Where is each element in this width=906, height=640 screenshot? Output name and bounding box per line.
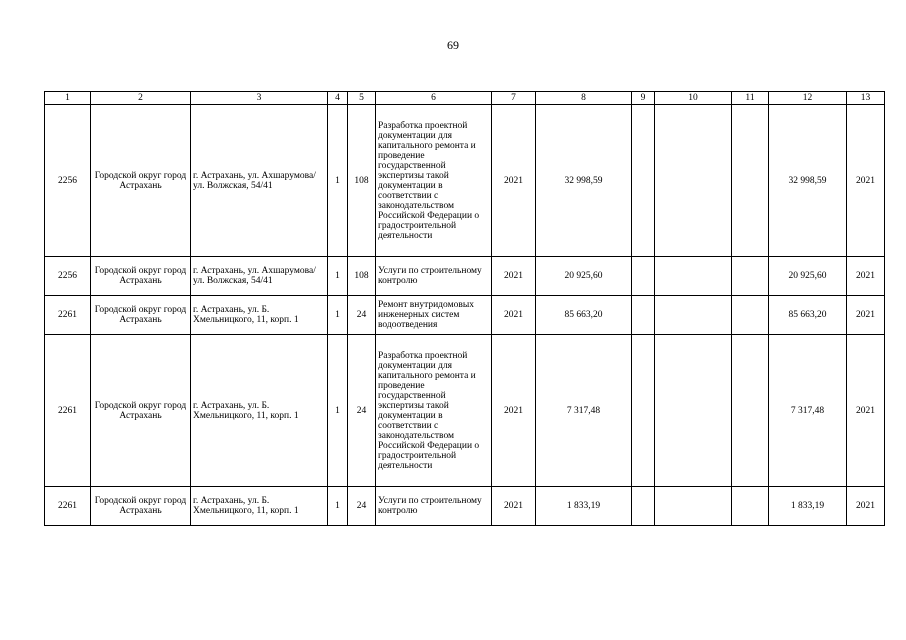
cell-municipality: Городской округ город Астрахань	[91, 257, 191, 296]
cell-col4: 1	[328, 296, 348, 335]
cell-col9	[632, 105, 655, 257]
header-cell: 9	[632, 92, 655, 105]
cell-address: г. Астрахань, ул. Ахшарумова/ ул. Волжская, 54/41	[191, 105, 328, 257]
cell-col4: 1	[328, 335, 348, 487]
cell-municipality: Городской округ город Астрахань	[91, 296, 191, 335]
cell-col4: 1	[328, 257, 348, 296]
header-row	[45, 92, 885, 105]
cell-address: г. Астрахань, ул. Ахшарумова/ ул. Волжская, 54/41	[191, 257, 328, 296]
header-cell: 7	[492, 92, 536, 105]
cell-col5: 108	[348, 257, 376, 296]
header-cell: 12	[769, 92, 847, 105]
cell-year-end: 2021	[847, 335, 885, 487]
cell-col9	[632, 296, 655, 335]
cell-year: 2021	[492, 257, 536, 296]
page-number: 69	[447, 38, 459, 52]
header-cell: 6	[376, 92, 492, 105]
cell-work-type: Услуги по строительному контролю	[376, 487, 492, 526]
cell-cost: 20 925,60	[536, 257, 632, 296]
cell-cost: 7 317,48	[536, 335, 632, 487]
cell-municipality: Городской округ город Астрахань	[91, 487, 191, 526]
cell-col10	[655, 105, 732, 257]
header-cell: 5	[348, 92, 376, 105]
table-row	[45, 335, 885, 487]
cell-municipality: Городской округ город Астрахань	[91, 105, 191, 257]
table-row	[45, 296, 885, 335]
cell-col11	[732, 335, 769, 487]
cell-col4: 1	[328, 487, 348, 526]
data-table	[44, 91, 885, 526]
cell-municipality: Городской округ город Астрахань	[91, 335, 191, 487]
header-cell: 4	[328, 92, 348, 105]
cell-col9	[632, 487, 655, 526]
cell-col4: 1	[328, 105, 348, 257]
cell-total: 32 998,59	[769, 105, 847, 257]
header-cell: 3	[191, 92, 328, 105]
cell-total: 7 317,48	[769, 335, 847, 487]
cell-year: 2021	[492, 296, 536, 335]
header-cell: 13	[847, 92, 885, 105]
cell-cost: 1 833,19	[536, 487, 632, 526]
cell-address: г. Астрахань, ул. Б. Хмельницкого, 11, корп. 1	[191, 296, 328, 335]
cell-address: г. Астрахань, ул. Б. Хмельницкого, 11, корп. 1	[191, 487, 328, 526]
cell-number: 2256	[45, 105, 91, 257]
cell-year: 2021	[492, 105, 536, 257]
header-cell: 1	[45, 92, 91, 105]
cell-number: 2261	[45, 335, 91, 487]
cell-col9	[632, 257, 655, 296]
cell-number: 2261	[45, 296, 91, 335]
cell-col5: 108	[348, 105, 376, 257]
cell-total: 1 833,19	[769, 487, 847, 526]
cell-work-type: Услуги по строительному контролю	[376, 257, 492, 296]
header-cell: 2	[91, 92, 191, 105]
cell-number: 2256	[45, 257, 91, 296]
cell-col5: 24	[348, 335, 376, 487]
cell-col11	[732, 296, 769, 335]
cell-col5: 24	[348, 487, 376, 526]
cell-year: 2021	[492, 335, 536, 487]
header-cell: 8	[536, 92, 632, 105]
cell-col10	[655, 257, 732, 296]
cell-year-end: 2021	[847, 257, 885, 296]
cell-col9	[632, 335, 655, 487]
cell-address: г. Астрахань, ул. Б. Хмельницкого, 11, корп. 1	[191, 335, 328, 487]
cell-work-type: Ремонт внутридомовых инженерных систем водоотведения	[376, 296, 492, 335]
header-cell: 11	[732, 92, 769, 105]
cell-total: 20 925,60	[769, 257, 847, 296]
table-row	[45, 257, 885, 296]
cell-col10	[655, 335, 732, 487]
cell-col10	[655, 296, 732, 335]
cell-col5: 24	[348, 296, 376, 335]
table-row	[45, 487, 885, 526]
cell-col11	[732, 257, 769, 296]
header-cell: 10	[655, 92, 732, 105]
cell-year-end: 2021	[847, 487, 885, 526]
table-row	[45, 105, 885, 257]
cell-cost: 32 998,59	[536, 105, 632, 257]
cell-col11	[732, 487, 769, 526]
cell-cost: 85 663,20	[536, 296, 632, 335]
cell-col10	[655, 487, 732, 526]
cell-number: 2261	[45, 487, 91, 526]
cell-total: 85 663,20	[769, 296, 847, 335]
cell-work-type: Разработка проектной документации для капитального ремонта и проведение государственной экспертизы такой документации в соответствии с законодательством Российской Федерации о градостроительной деятельности	[376, 335, 492, 487]
cell-year: 2021	[492, 487, 536, 526]
cell-work-type: Разработка проектной документации для капитального ремонта и проведение государственной экспертизы такой документации в соответствии с законодательством Российской Федерации о градостроительной деятельности	[376, 105, 492, 257]
cell-col11	[732, 105, 769, 257]
cell-year-end: 2021	[847, 296, 885, 335]
cell-year-end: 2021	[847, 105, 885, 257]
